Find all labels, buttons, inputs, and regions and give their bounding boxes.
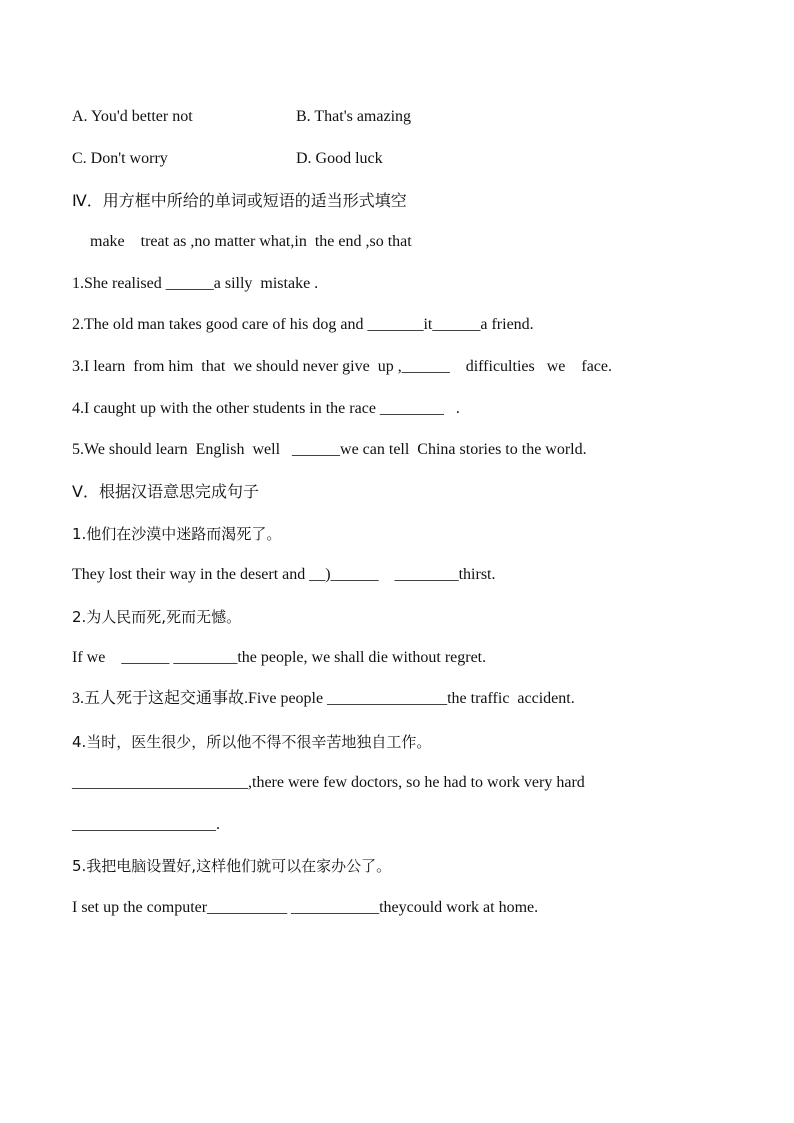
section-5-q1-english: They lost their way in the desert and __)______ ________thirst. xyxy=(72,566,496,583)
section-5-q3: 3.五人死于这起交通事故.Five people _______________the traffic accident. xyxy=(72,690,575,707)
section-4-item-2: 2.The old man takes good care of his dog and _______it______a friend. xyxy=(72,316,534,333)
section-4-heading: Ⅳ．用方框中所给的单词或短语的适当形式填空 xyxy=(72,191,407,210)
section-5-q4-english-line-1: ______________________,there were few doctors, so he had to work very hard xyxy=(72,774,585,791)
option-d: D. Good luck xyxy=(296,150,383,167)
section-4-item-5: 5.We should learn English well ______we can tell China stories to the world. xyxy=(72,441,587,458)
section-4-item-1: 1.She realised ______a silly mistake . xyxy=(72,275,319,292)
word-box: make treat as ,no matter what,in the end ,so that xyxy=(90,233,412,250)
option-a: A. You'd better not xyxy=(72,108,193,125)
section-5-q2-chinese: 2.为人民而死,死而无憾。 xyxy=(72,608,242,626)
section-5-q4-chinese: 4.当时，医生很少，所以他不得不很辛苦地独自工作。 xyxy=(72,733,432,751)
section-5-heading: Ⅴ．根据汉语意思完成句子 xyxy=(72,482,259,501)
section-4-item-4: 4.I caught up with the other students in the race ________ . xyxy=(72,400,460,417)
section-5-q2-english: If we ______ ________the people, we shall die without regret. xyxy=(72,649,487,666)
option-b: B. That's amazing xyxy=(296,108,412,125)
section-4-item-3: 3.I learn from him that we should never give up ,______ difficulties we face. xyxy=(72,358,613,375)
section-5-q5-chinese: 5.我把电脑设置好,这样他们就可以在家办公了。 xyxy=(72,857,392,875)
section-5-q5-english: I set up the computer__________ ___________theycould work at home. xyxy=(72,899,539,916)
option-c: C. Don't worry xyxy=(72,150,168,167)
section-5-q1-chinese: 1.他们在沙漠中迷路而渴死了。 xyxy=(72,525,282,543)
section-5-q4-english-line-2: __________________. xyxy=(72,816,220,833)
